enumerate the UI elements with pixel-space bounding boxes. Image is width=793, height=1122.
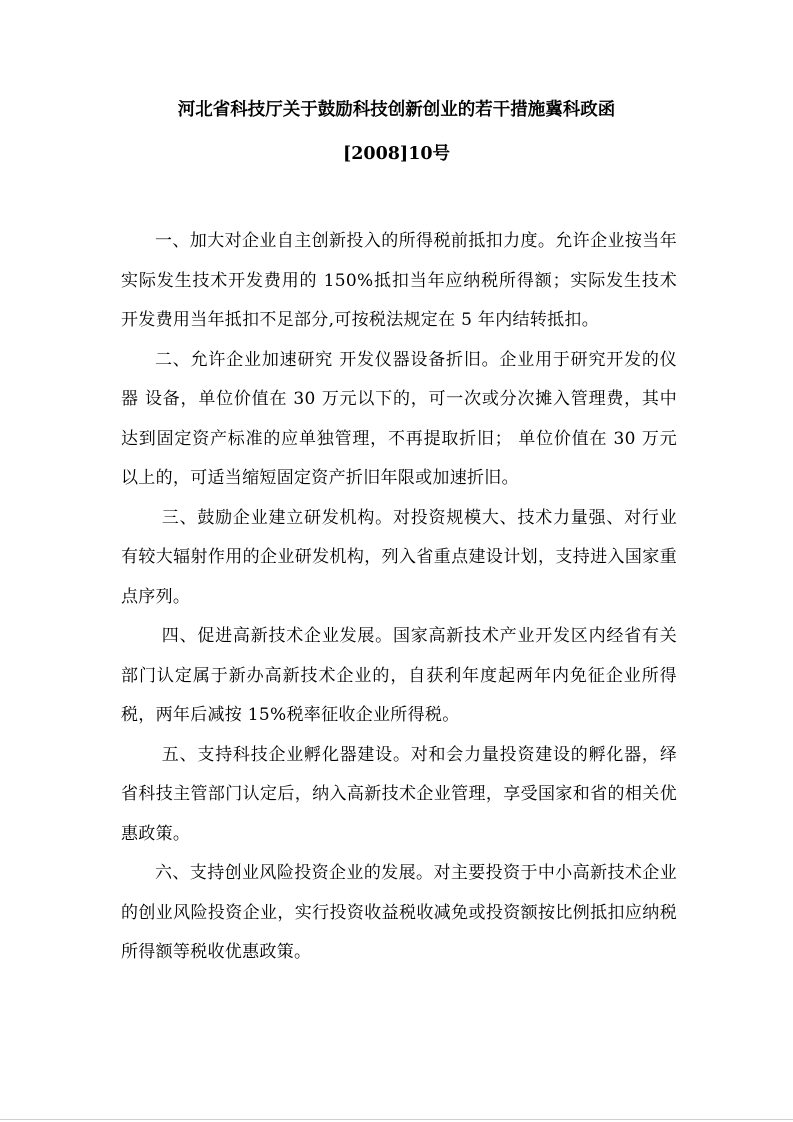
document-title: 河北省科技厅关于鼓励科技创新创业的若干措施冀科政函 [177, 100, 616, 120]
paragraph-4: 四、促进高新技术企业发展。国家高新技术产业开发区内经省有关部门认定属于新办高新技术企业的，自获利年度起两年内免征企业所得税，两年后减按 15%税率征收企业所得税。 [121, 626, 677, 725]
paragraph-2: 二、允许企业加速研究 开发仪器设备折旧。企业用于研究开发的仪器 设备，单位价值在 30 万元以下的，可一次或分次摊入管理费，其中达到固定资产标准的应单独管理，不再提取折旧； 单位价值在 30 万元以上的，可适当缩短固定资产折旧年限或加速折旧。 [121, 349, 677, 488]
paragraph-3: 三、鼓励企业建立研发机构。对投资规模大、技术力量强、对行业有较大辐射作用的企业研发机构，列入省重点建设计划，支持进入国家重点序列。 [121, 507, 677, 607]
document-number: [2008]10号 [342, 144, 451, 164]
paragraph-5: 五、支持科技企业孵化器建设。对和会力量投资建设的孵化器，绎省科技主管部门认定后，纳入高新技术企业管理，享受国家和省的相关优惠政策。 [121, 744, 677, 844]
document-body [121, 222, 677, 973]
paragraph-1: 一、加大对企业自主创新投入的所得税前抵扣力度。允许企业按当年实际发生技术开发费用的 150%抵扣当年应纳税所得额；实际发生技术开发费用当年抵扣不足部分,可按税法规定在 5 年内结转抵扣。 [121, 231, 677, 330]
page-bottom-divider [0, 1119, 793, 1120]
paragraph-6: 六、支持创业风险投资企业的发展。对主要投资于中小高新技术企业的创业风险投资企业，实行投资收益税收减免或投资额按比例抵扣应纳税所得额等税收优惠政策。 [121, 863, 677, 962]
